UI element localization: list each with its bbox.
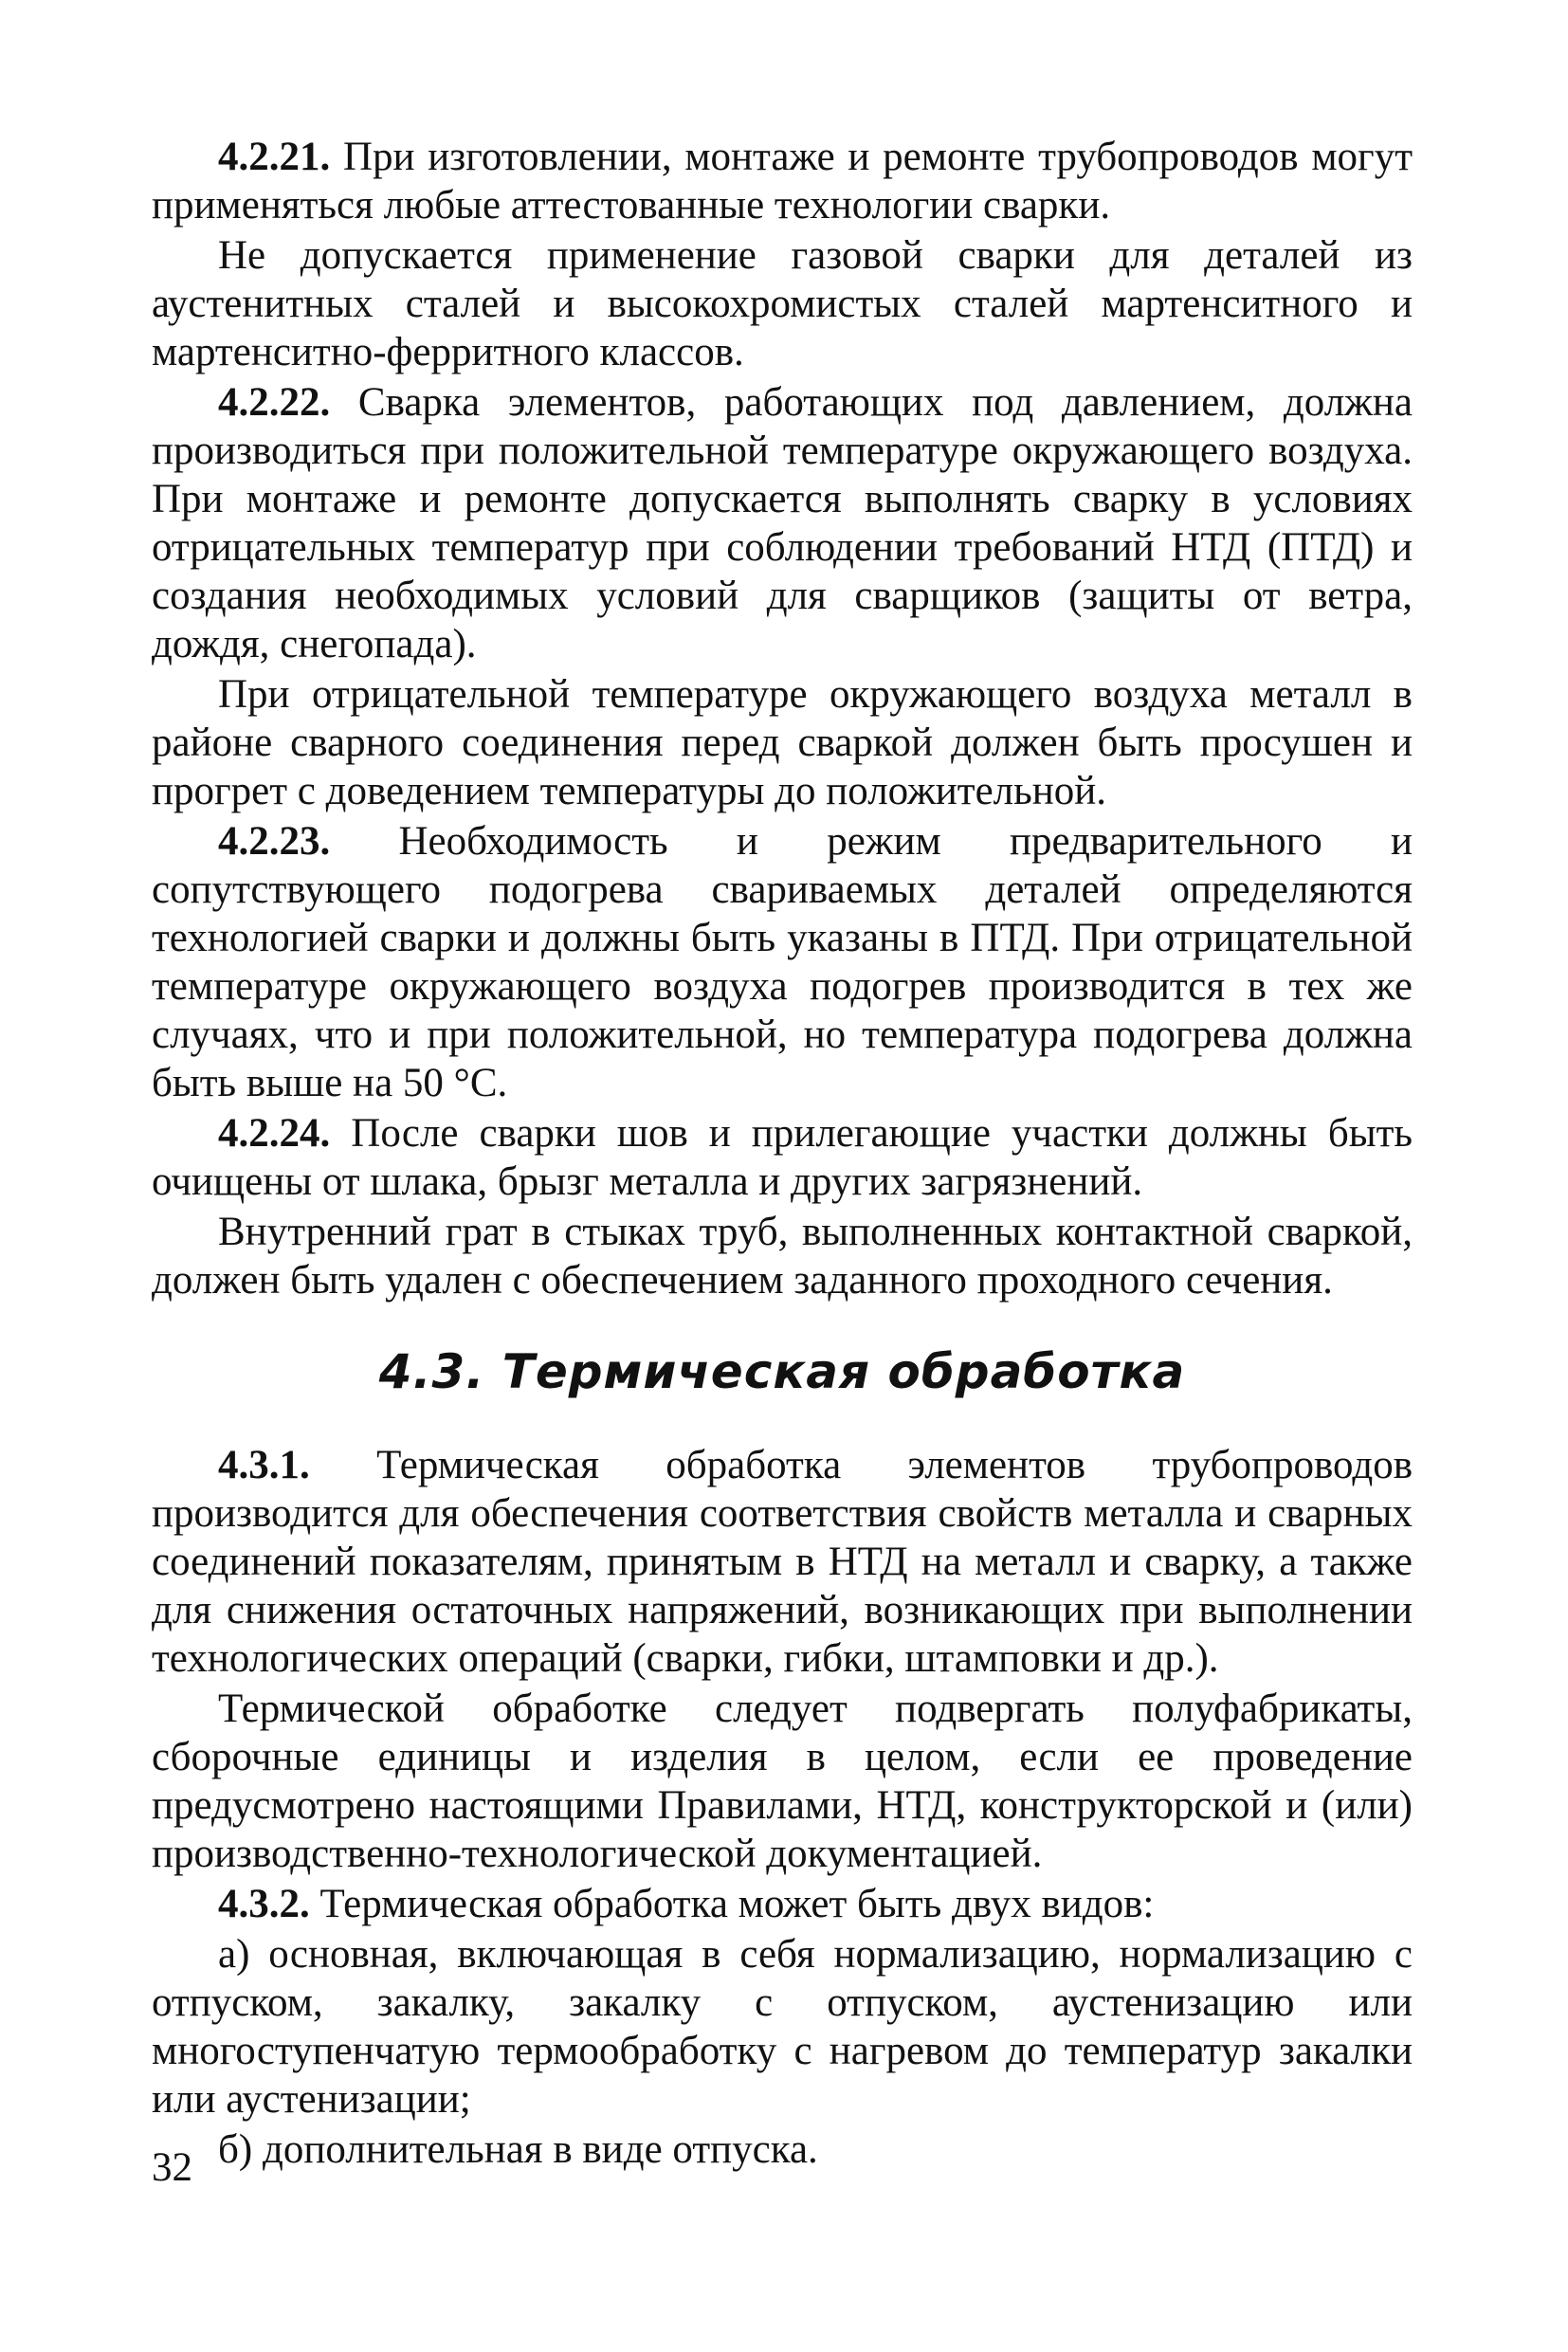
paragraph-4-2-21 <box>152 133 1413 229</box>
clause-text: Термическая обработка элементов трубопроводов производится для обеспечения соответствия свойств металла и сварных соединений показателям, принятым в НТД на металл и сварку, а также для снижения остаточных напряжений, возникающих при выполнении технологических операций (сварки, гибки, штамповки и др.). <box>152 1443 1413 1681</box>
page-content <box>152 133 1413 2176</box>
section-heading: 4.3. Термическая обработка <box>378 1344 1186 1399</box>
clause-number: 4.3.1. <box>218 1443 310 1487</box>
clause-text: Необходимость и режим предварительного и сопутствующего подогрева свариваемых деталей определяются технологией сварки и должны быть указаны в ПТД. При отрицательной температуре окружающего воздуха подогрев производится в тех же случаях, что и при положительной, но температура подогрева должна быть выше на 50 °С. <box>152 819 1413 1105</box>
paragraph-4-2-23 <box>152 817 1413 1107</box>
clause-number: 4.2.24. <box>218 1111 331 1156</box>
paragraph-negative-temperature: При отрицательной температуре окружающего воздуха металл в районе сварного соединения перед сваркой должен быть просушен и прогрет с доведением температуры до положительной. <box>152 672 1413 813</box>
paragraph-4-2-24 <box>152 1109 1413 1206</box>
clause-number: 4.3.2. <box>218 1882 310 1926</box>
paragraph-4-3-1 <box>152 1441 1413 1683</box>
paragraph-4-3-2 <box>152 1880 1413 1928</box>
paragraph-grat: Внутренний грат в стыках труб, выполненных контактной сваркой, должен быть удален с обеспечением заданного проходного сечения. <box>152 1210 1413 1303</box>
clause-number: 4.2.22. <box>218 380 331 425</box>
list-item-b: б) дополнительная в виде отпуска. <box>218 2127 818 2172</box>
paragraph-heat-treatment-subject: Термической обработке следует подвергать полуфабрикаты, сборочные единицы и изделия в целом, если ее проведение предусмотрено настоящими Правилами, НТД, конструкторской и (или) производственно-технологической документацией. <box>152 1687 1413 1876</box>
clause-number: 4.2.21. <box>218 135 331 179</box>
clause-text: Термическая обработка может быть двух видов: <box>309 1882 1155 1926</box>
clause-text: После сварки шов и прилегающие участки должны быть очищены от шлака, брызг металла и других загрязнений. <box>152 1111 1413 1204</box>
page-number: 32 <box>152 2145 192 2190</box>
clause-number: 4.2.23. <box>218 819 331 864</box>
clause-text: Сварка элементов, работающих под давлением, должна производиться при положительной температуре окружающего воздуха. При монтаже и ремонте допускается выполнять сварку в условиях отрицательных температур при соблюдении требований НТД (ПТД) и создания необходимых условий для сварщиков (защиты от ветра, дождя, снегопада). <box>152 380 1413 666</box>
clause-text: При изготовлении, монтаже и ремонте трубопроводов могут применяться любые аттестованные технологии сварки. <box>152 135 1413 228</box>
paragraph-4-2-22 <box>152 378 1413 668</box>
list-item-a: а) основная, включающая в себя нормализацию, нормализацию с отпуском, закалку, закалку с отпуском, аустенизацию или многоступенчатую термообработку с нагревом до температур закалки или аустенизации; <box>152 1932 1413 2122</box>
paragraph-gas-welding: Не допускается применение газовой сварки для деталей из аустенитных сталей и высокохромистых сталей мартенситного и мартенситно-ферритного классов. <box>152 233 1413 374</box>
